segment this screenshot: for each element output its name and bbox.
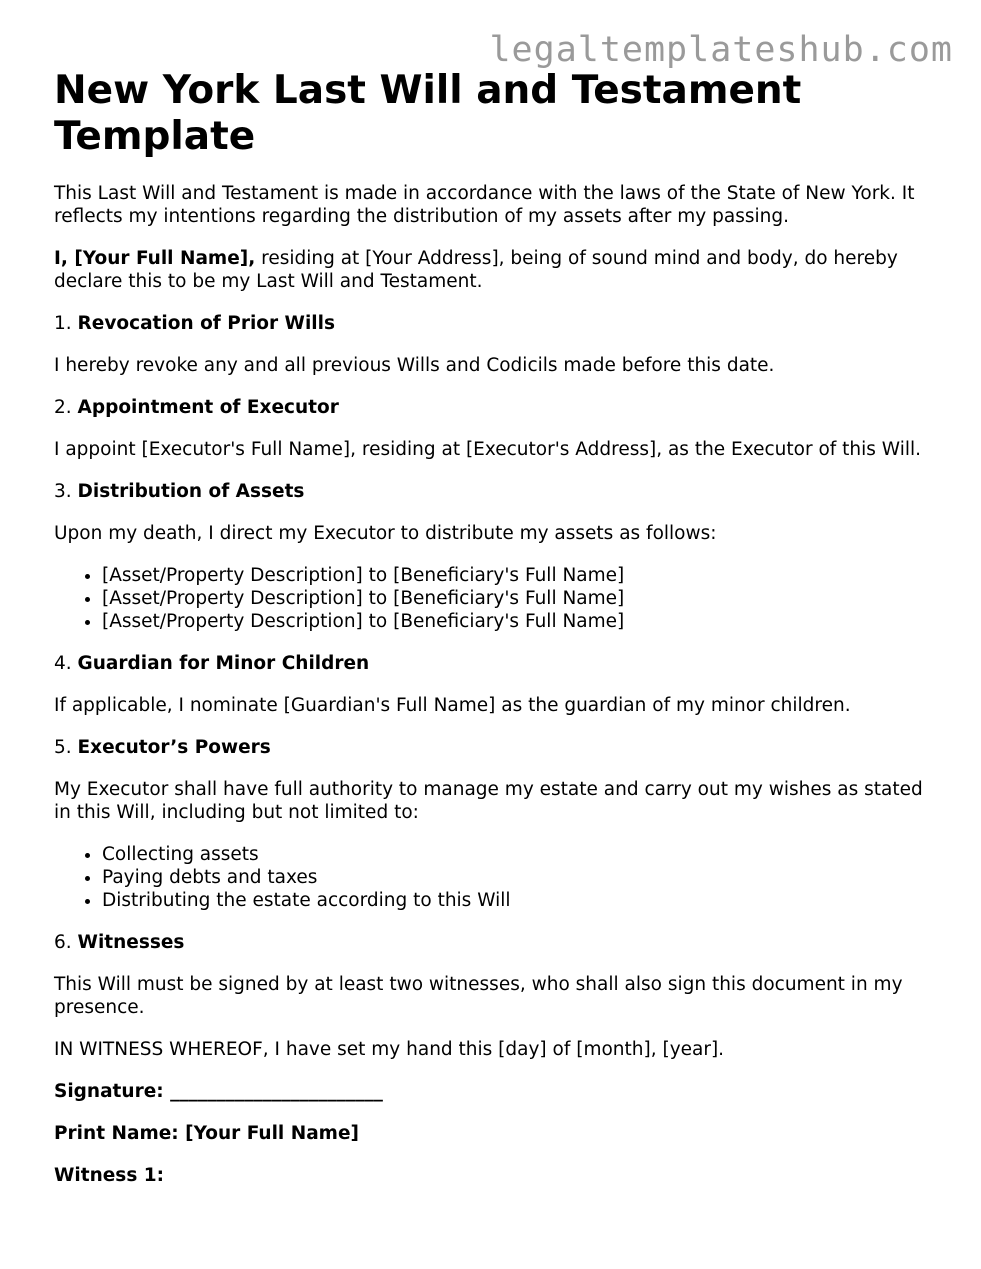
watermark: legaltemplateshub.com	[489, 30, 953, 70]
section-3-text: Upon my death, I direct my Executor to distribute my assets as follows:	[54, 523, 717, 544]
section-title: Executor’s Powers	[77, 737, 271, 758]
section-2-text: I appoint [Executor's Full Name], residing at [Executor's Address], as the Executor of this Will.	[54, 439, 921, 460]
section-1-heading	[54, 312, 939, 335]
print-name-line: Print Name: [Your Full Name]	[54, 1123, 359, 1144]
list-item: • [Asset/Property Description] to [Beneficiary's Full Name]	[102, 564, 939, 587]
list-item: • Paying debts and taxes	[102, 866, 939, 889]
declaration-paragraph	[54, 247, 939, 293]
section-title: Revocation of Prior Wills	[77, 313, 336, 334]
list-item: • [Asset/Property Description] to [Beneficiary's Full Name]	[102, 610, 939, 633]
section-number: 6.	[54, 932, 78, 953]
section-title: Guardian for Minor Children	[77, 653, 370, 674]
witness-clause: IN WITNESS WHEREOF, I have set my hand this [day] of [month], [year].	[54, 1039, 725, 1060]
intro-paragraph: This Last Will and Testament is made in accordance with the laws of the State of New York. It reflects my intentions regarding the distribution of my assets after my passing.	[54, 183, 915, 227]
section-3-heading	[54, 480, 939, 503]
signature-line: Signature: _______________________	[54, 1081, 383, 1102]
section-1-text: I hereby revoke any and all previous Wills and Codicils made before this date.	[54, 355, 775, 376]
section-number: 5.	[54, 737, 78, 758]
section-2-heading	[54, 396, 939, 419]
section-number: 1.	[54, 313, 78, 334]
section-6-heading	[54, 931, 939, 954]
section-6-text: This Will must be signed by at least two witnesses, who shall also sign this document in my presence.	[54, 974, 903, 1018]
list-item: • Collecting assets	[102, 843, 939, 866]
section-title: Appointment of Executor	[77, 397, 339, 418]
asset-list	[54, 564, 939, 633]
list-item: • Distributing the estate according to this Will	[102, 889, 939, 912]
witness-1-line: Witness 1:	[54, 1165, 165, 1186]
section-number: 2.	[54, 397, 78, 418]
section-title: Distribution of Assets	[77, 481, 305, 502]
list-item: • [Asset/Property Description] to [Beneficiary's Full Name]	[102, 587, 939, 610]
section-5-heading	[54, 736, 939, 759]
section-5-text: My Executor shall have full authority to manage my estate and carry out my wishes as stated in this Will, including but not limited to:	[54, 779, 923, 823]
section-title: Witnesses	[77, 932, 185, 953]
section-number: 3.	[54, 481, 78, 502]
document-title: New York Last Will and Testament Template	[54, 68, 802, 159]
declaration-name: I, [Your Full Name],	[54, 248, 256, 269]
section-4-heading	[54, 652, 939, 675]
declaration-text: residing at [Your Address], being of sound mind and body, do hereby declare this to be my Last Will and Testament.	[54, 248, 898, 292]
powers-list	[54, 843, 939, 912]
section-4-text: If applicable, I nominate [Guardian's Full Name] as the guardian of my minor children.	[54, 695, 851, 716]
document-body	[54, 68, 939, 1206]
section-number: 4.	[54, 653, 78, 674]
